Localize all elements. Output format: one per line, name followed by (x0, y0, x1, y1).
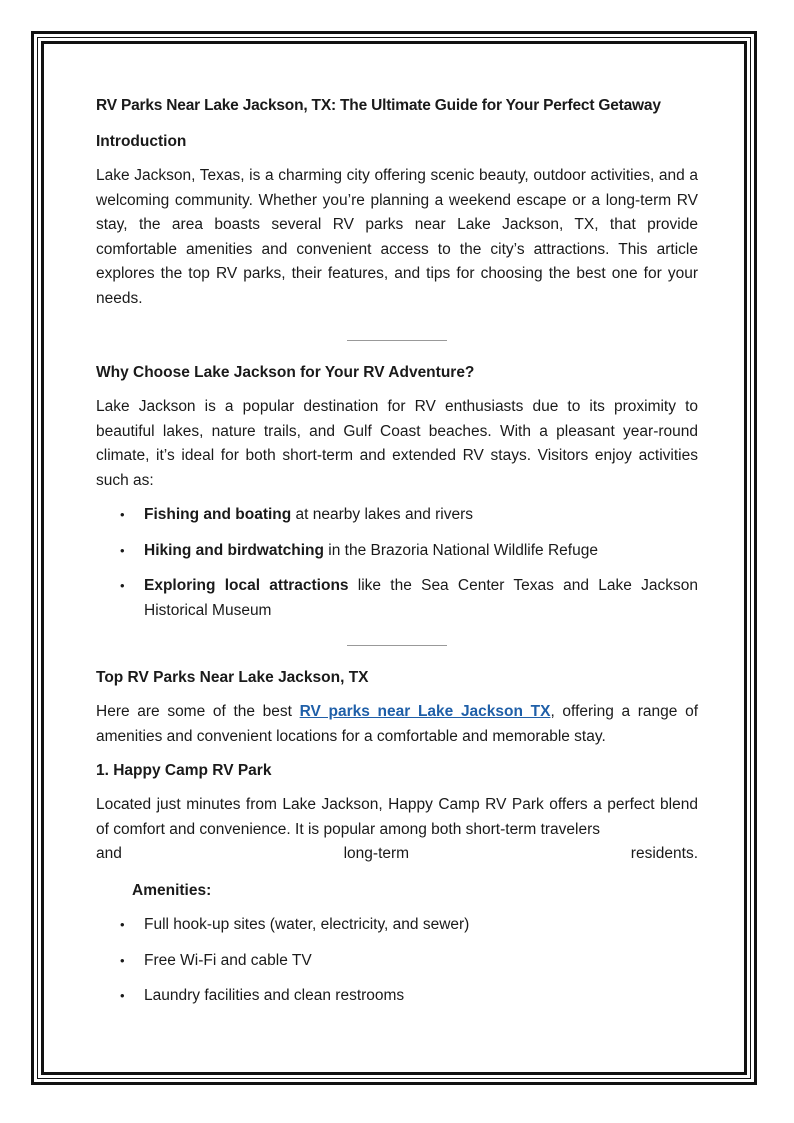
list-item-text: like the Sea Center Texas and Lake Jackson Historical Museum (144, 577, 698, 619)
top-parks-intro-after: , offering a range of amenities and convenient locations for a comfortable and memorable stay. (96, 703, 698, 745)
list-item-bold: Fishing and boating (144, 506, 292, 523)
rv-parks-link[interactable]: RV parks near Lake Jackson TX (299, 703, 551, 720)
list-item (144, 539, 698, 564)
section-divider (347, 645, 447, 646)
park-1-heading: 1. Happy Camp RV Park (96, 762, 272, 779)
top-parks-intro (96, 700, 698, 749)
why-heading: Why Choose Lake Jackson for Your RV Adventure? (96, 364, 475, 381)
amenities-label: Amenities: (132, 881, 212, 899)
list-item: • Laundry facilities and clean restrooms (144, 984, 698, 1009)
list-item (144, 503, 698, 528)
document-content (96, 94, 698, 1020)
document-title: RV Parks Near Lake Jackson, TX: The Ultimate Guide for Your Perfect Getaway (96, 97, 661, 114)
top-parks-intro-before: Here are some of the best (96, 703, 300, 720)
activities-list (96, 503, 698, 623)
amenities-list (96, 913, 698, 1009)
intro-heading: Introduction (96, 133, 187, 150)
section-divider (347, 340, 447, 341)
list-item-bold: Hiking and birdwatching (144, 541, 324, 559)
park-1-paragraph: Located just minutes from Lake Jackson, Happy Camp RV Park offers a perfect blend of comfort and convenience. It is popular among both short-term travelers (96, 796, 698, 838)
list-item-bold: Exploring local attractions (144, 577, 349, 594)
top-parks-heading: Top RV Parks Near Lake Jackson, TX (96, 669, 369, 686)
why-paragraph: Lake Jackson is a popular destination for RV enthusiasts due to its proximity to beautiful lakes, nature trails, and Gulf Coast beaches. With a pleasant year-round climate, it’s ideal for both short-term and extended RV stays. Visitors enjoy activities such as: (96, 398, 698, 489)
list-item-text: in the Brazoria National Wildlife Refuge (323, 541, 598, 559)
intro-paragraph: Lake Jackson, Texas, is a charming city offering scenic beauty, outdoor activities, and a welcoming community. Whether you’re planning a weekend escape or a long-term RV stay, the area boasts several RV parks near Lake Jackson, TX, that provide comfortable amenities and convenient access to the city’s attractions. This article explores the top RV parks, their features, and tips for choosing the best one for your needs. (96, 167, 698, 307)
list-item: • Free Wi-Fi and cable TV (144, 949, 698, 974)
list-item: • Full hook-up sites (water, electricity, and sewer) (144, 913, 698, 938)
park-1-paragraph-last-line: and long-term residents. (96, 845, 698, 862)
list-item-text: at nearby lakes and rivers (291, 506, 474, 523)
list-item (144, 574, 698, 623)
